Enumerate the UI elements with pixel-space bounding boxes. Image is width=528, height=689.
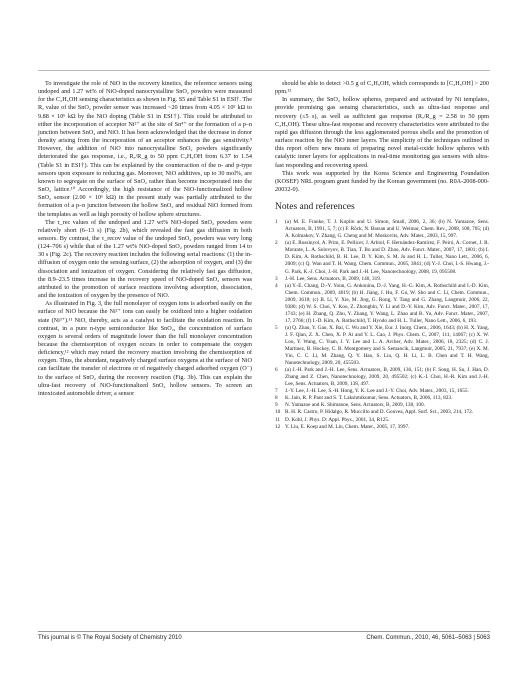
footer-copyright: This journal is © The Royal Society of Chemistry 2010: [38, 635, 182, 641]
reference-item: [275, 240, 489, 275]
top-rule: [38, 70, 490, 71]
body-paragraph: In summary, the SnO₂ hollow spheres, prepared and activated by Ni templates, provide promising gas sensing characteristics, such as ultra-fast response and recovery (≤5 s), as well as sufficient gas response (Rₐ/R_g = 2.58 to 50 ppm C₂H₅OH). These ultra-fast response and recovery characteristics were attributed to the rapid gas diffusion through the less agglomerated porous shells and the promotion of surface reaction by the NiO inner layers. The simplicity of the techniques outlined in this report offers new means of preparing novel metal-oxide hollow spheres with catalytic inner layers for applications in real-time monitoring gas sensors with ultra-fast responding and recovering speed.: [275, 96, 489, 169]
reference-text: D. Kohl, J. Phys. D: Appl. Phys., 2001, 34, R125.: [285, 416, 390, 423]
reference-item: [275, 283, 489, 325]
reference-item: [275, 367, 489, 388]
reference-text: J.-H. Lee, Sens. Actuators, B, 2009, 140, 319.: [285, 275, 382, 282]
body-paragraph: As illustrated in Fig. 3, the full monolayer of oxygen ions is adsorbed easily on the surface of NiO because the Ni²⁺ ions can easily be oxidized into a higher oxidation state (Ni³⁺).¹¹ NiO, thereby, acts as a catalyst to facilitate the oxidation reaction. In contrast, in a pure n-type semiconductor like SnO₂, the concentration of surface oxygen is several orders of magnitude lower than the full monolayer concentration because the chemisorption of oxygen occurs in order to compensate the oxygen deficiency,¹² which may retard the recovery reaction involving the chemisorption of oxygen. Thus, the abundant, negatively charged surface oxygens at the surface of NiO can facilitate the transfer of electrons or of negatively charged adsorbed oxygen (O⁻) to the surface of SnO₂ during the recovery reaction (Fig. 3b). This can explain the ultra-fast recovery of NiO-functionalized SnO₂ hollow sensors. To screen an intoxicated automobile driver, a sensor: [38, 300, 252, 397]
left-column: [38, 80, 252, 398]
reference-text: (a) M. E. Franke, T. J. Koplin and U. Simon, Small, 2006, 2, 36; (b) N. Yamazoe, Sens. Actuators, B, 1991, 5, 7; (c) F. Röck, N. Barsan and U. Weimar, Chem. Rev., 2008, 108, 705; (d) A. Kolmakov, Y. Zhang, G. Cheng and M. Moskovits, Adv. Mater., 2003, 15, 997.: [285, 219, 489, 240]
reference-number: 9: [275, 402, 278, 409]
reference-item: [275, 417, 489, 424]
reference-item: [275, 395, 489, 402]
reference-text: (a) Q. Zhao, Y. Gao, X. Bai, C. Wu and Y. Xie, Eur. J. Inorg. Chem., 2006, 1643; (b) H. X. Yang, J. F. Qian, Z. X. Chen, X. P. Ai and Y. L. Cao, J. Phys. Chem. C, 2007, 111, 14067; (c) X. W. Lou, Y. Wang, C. Yuan, J. Y. Lee and L. A. Archer, Adv. Mater., 2006, 18, 2325; (d) C. J. Martinez, B. Hockey, C. B. Montgomery and S. Semancik, Langmuir, 2005, 21, 7937; (e) X. M. Yin, C. C. Li, M. Zhang, Q. Y. Hao, S. Liu, Q. H. Li, L. B. Chen and T. H. Wang, Nanotechnology, 2009, 20, 455503.: [285, 324, 489, 367]
reference-number: 8: [275, 395, 278, 402]
reference-number: 6: [275, 367, 278, 374]
reference-text: R. H. R. Castro, P. Hidalgo, R. Muccillo and D. Gouvea, Appl. Surf. Sci., 2003, 214, 172.: [285, 409, 474, 416]
reference-item: [275, 388, 489, 395]
reference-number: 2: [275, 240, 278, 247]
reference-number: 3: [275, 275, 278, 282]
body-paragraph: The τ_rec values of the undoped and 1.27 wt% NiO-doped SnO₂ powders were relatively short (6–13 s) (Fig. 2b), which revealed the fast gas diffusion in both sensors. By contrast, the τ_recov value of the undoped SnO₂ powders was very long (124–706 s) while that of the 1.27 wt% NiO-doped SnO₂ powders ranged from 14 to 30 s (Fig. 2c). The recovery reaction includes the following serial reactions: (1) the in-diffusion of oxygen onto the sensing surface, (2) the adsorption of oxygen, and (3) the dissociation and ionization of oxygen. Considering the relatively fast gas diffusion, the 8.9–23.5 times increase in the recovery speed of NiO-doped SnO₂ sensors was attributed to the promotion of surface reactions involving adsorption, dissociation, and the ionization of oxygen by the presence of NiO.: [38, 218, 252, 300]
reference-number: 7: [275, 388, 278, 395]
bottom-rule: [38, 631, 490, 632]
reference-text: Y. Liu, E. Koep and M. Liu, Chem. Mater., 2005, 17, 3997.: [285, 423, 410, 430]
reference-text: (a) Y.-E. Chang, D.-Y. Youn, G. Ankonina, D.-J. Yang, H.-G. Kim, A. Rothschild and I.-D. Kim, Chem. Commun., 2009, 4019; (b) H. Jiang, J. Hu, F. Gu, W. Sho and C. Li, Chem. Commun., 2009, 3618; (c) B. Li, Y. Xie, M. Jing, G. Rong, Y. Tang and G. Zhang, Langmuir, 2006, 22, 9380; (d) W. S. Choi, Y. Koo, Z. Zhongbin, Y. Li and D.-Y. Kim, Adv. Funct. Mater., 2007, 17, 1743; (e) H. Zhang, Q. Zhu, Y. Zhang, Y. Wang, L. Zhao and B. Yu, Adv. Funct. Mater., 2007, 17, 2766; (f) I.-D. Kim, A. Rothschild, T. Hyodo and H. L. Tuller, Nano Lett., 2006, 6, 193.: [285, 282, 489, 324]
reference-number: 1: [275, 219, 278, 226]
acknowledgement: This work was supported by the Korea Science and Engineering Foundation (KOSEF) NRL program grant funded by the Korean government (no. R0A-2008-000-20032-0).: [275, 169, 489, 194]
reference-text: K. Jain, R. P. Pant and S. T. Lakshmikumar, Sens. Actuators, B, 2006, 113, 823.: [285, 395, 453, 402]
reference-item: [275, 409, 489, 416]
reference-number: 12: [275, 423, 281, 430]
reference-number: 11: [275, 416, 281, 423]
reference-number: 5: [275, 324, 278, 331]
reference-number: 4: [275, 282, 278, 289]
right-column: [275, 80, 489, 431]
body-paragraph: should be able to detect >0.5 g of C₂H₅OH, which corresponds to [C₂H₅OH] > 200 ppm.¹²: [275, 80, 489, 96]
reference-text: N. Yamazoe and K. Shimanoe, Sens. Actuators, B, 2009, 138, 100.: [285, 402, 425, 409]
reference-text: J.-Y. Lee, J.-H. Lee, S.-H. Hong, Y. K. Lee and J.-Y. Choi, Adv. Mater., 2003, 15, 1655.: [285, 388, 469, 395]
notes-heading: Notes and references: [275, 202, 355, 213]
reference-text: (a) E. Rossinyol, A. Prim, E. Pellicer, J. Arbiol, F. Hernández-Ramírez, F. Peiró, A. Cornet, J. R. Morante, L. A. Solovyov, B. Tian, T. Bo and D. Zhao, Adv. Funct. Mater., 2007, 17, 1801; (b) I. D. Kim, A. Rothschild, B. H. Lee, D. Y. Kim, S. M. Jo and H. L. Tuller, Nano Lett., 2006, 6, 2009; (c) Q. Wan and T. H. Wang, Chem. Commun., 2005, 3841; (d) Y.-J. Choi, I.-S. Hwang, J.-G. Park, K.-J. Choi, J.-H. Park and J.-H. Lee, Nanotechnology, 2008, 19, 095508.: [285, 240, 489, 275]
body-paragraph: To investigate the role of NiO in the recovery kinetics, the reference sensors using undoped and 1.27 wt% of NiO-doped nanocrystalline SnO₂ powders were measured for the C₂H₅OH sensing characteristics as shown in Fig. S5 and Table S1 in ESI†. The Rₐ value of the SnO₂ powder sensor was increased ~20 times from 4.05 × 10⁵ kΩ to 9.88 × 10⁶ kΩ by the NiO doping (Table S1 in ESI†). This could be attributed to either the incorporation of acceptor Ni²⁺ at the site of Sn⁴⁺ or the formation of a p–n junction between SnO₂ and NiO. It has been acknowledged that the decrease in donor density arising from the incorporation of an acceptor enhances the gas sensitivity.⁹ However, the addition of NiO into nanocrystalline SnO₂ powders significantly deteriorated the gas response, i.e., Rₐ/R_g to 50 ppm C₂H₅OH from 6.37 to 1.54 (Table S1 in ESI†). This can be explained by the counteraction of the n- and p-type sensors upon exposure to reducing gas. Moreover, NiO additives, up to 30 mol%, are known to segregate on the surface of SnO₂ rather than become incorporated into the SnO₂ lattice.¹⁰ Accordingly, the high resistance of the NiO-functionalized hollow SnO₂ sensor (2.00 × 10⁶ kΩ) in the present study was partially attributed to the formation of a p–n junction between the hollow SnO₂ and residual NiO formed from the templates as well as high porosity of hollow sphere structures.: [38, 80, 252, 218]
footer-citation: Chem. Commun., 2010, 46, 5061–5063 | 5063: [366, 635, 490, 641]
reference-list: [275, 219, 489, 430]
reference-text: (a) J.-H. Park and J.-H. Lee, Sens. Actuators, B, 2009, 136, 151; (b) F. Song, H. Su, J. Han, D. Zhang and Z. Chen, Nanotechnology, 2009, 20, 495502; (c) K.-I. Choi, H.-R. Kim and J.-H. Lee, Sens. Actuators, B, 2009, 138, 497.: [285, 367, 489, 388]
reference-item: [275, 276, 489, 283]
reference-item: [275, 219, 489, 240]
reference-number: 10: [275, 409, 281, 416]
reference-item: [275, 424, 489, 431]
reference-item: [275, 325, 489, 367]
